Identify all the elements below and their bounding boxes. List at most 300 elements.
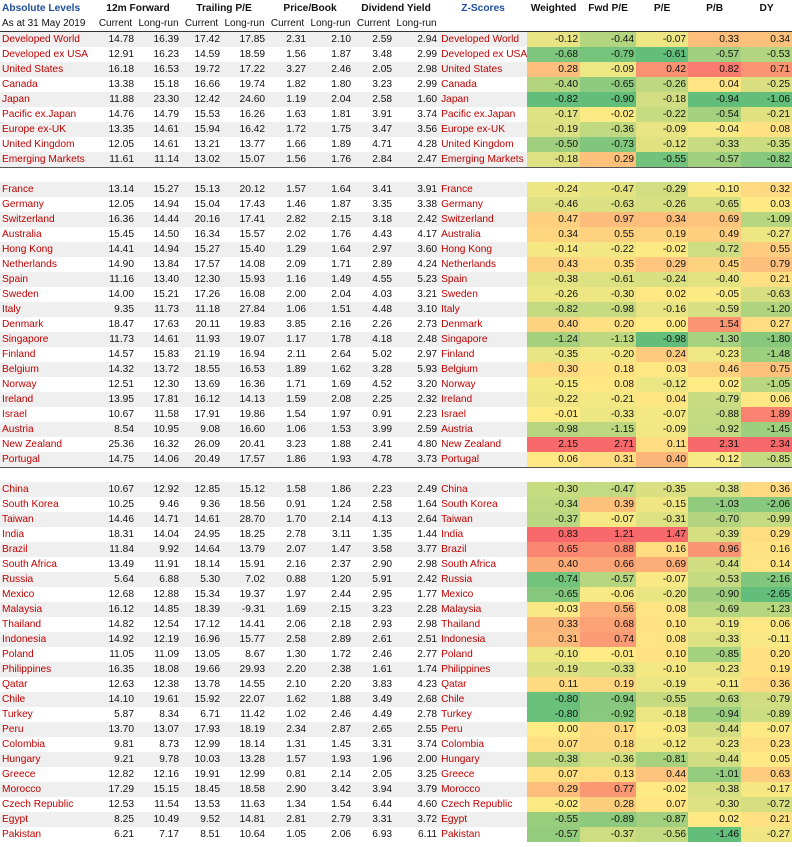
z-score-weighted: 0.34 (527, 227, 580, 242)
value-dy-current: 4.18 (353, 332, 394, 347)
absolute-levels-title: Absolute Levels (2, 2, 81, 14)
z-score-dy: -0.27 (741, 227, 792, 242)
z-score-weighted: 0.65 (527, 542, 580, 557)
z-score-pb: -0.44 (688, 752, 741, 767)
value-pe-longrun: 22.07 (222, 692, 267, 707)
table-row-malaysia (0, 602, 792, 617)
z-score-pb: -0.88 (688, 407, 741, 422)
value-pb-current: 1.58 (267, 482, 308, 497)
z-score-pe: -0.07 (636, 572, 688, 587)
value-fwd-longrun: 16.53 (136, 62, 181, 77)
value-fwd-current: 14.00 (95, 287, 136, 302)
sub-header-current: Current (184, 18, 219, 29)
z-score-pe: -0.12 (636, 377, 688, 392)
z-score-weighted: -0.68 (527, 47, 580, 62)
value-pe-current: 13.78 (181, 677, 222, 692)
value-pb-longrun: 2.18 (308, 617, 353, 632)
z-score-dy: -1.09 (741, 212, 792, 227)
value-pe-current: 19.72 (181, 62, 222, 77)
value-fwd-current: 12.68 (95, 587, 136, 602)
z-score-pe: -0.98 (636, 332, 688, 347)
value-fwd-current: 14.90 (95, 257, 136, 272)
value-pb-current: 0.81 (267, 767, 308, 782)
z-country-label: Canada (439, 77, 527, 92)
z-country-label: India (439, 527, 527, 542)
value-pe-longrun: 16.26 (222, 107, 267, 122)
table-row-mexico (0, 587, 792, 602)
header-row-sub (0, 16, 792, 32)
value-pe-current: 19.91 (181, 767, 222, 782)
country-label: Mexico (0, 587, 95, 602)
table-row-netherlands (0, 257, 792, 272)
table-row-peru (0, 722, 792, 737)
value-dy-longrun: 4.24 (394, 257, 439, 272)
z-country-label: Portugal (439, 452, 527, 468)
value-pb-longrun: 2.46 (308, 62, 353, 77)
value-dy-current: 4.52 (353, 377, 394, 392)
country-label: Emerging Markets (0, 152, 95, 168)
z-score-fwd-pe: 0.18 (580, 737, 636, 752)
value-fwd-longrun: 12.88 (136, 587, 181, 602)
z-score-fwd-pe: -0.92 (580, 707, 636, 722)
z-score-fwd-pe: -1.13 (580, 332, 636, 347)
z-score-weighted: 0.00 (527, 722, 580, 737)
value-dy-longrun: 3.73 (394, 452, 439, 468)
value-pb-current: 1.54 (267, 407, 308, 422)
z-country-label: Emerging Markets (439, 152, 527, 168)
value-pe-longrun: 16.94 (222, 347, 267, 362)
value-pb-current: 0.88 (267, 572, 308, 587)
z-score-fwd-pe: -0.94 (580, 692, 636, 707)
value-pe-longrun: 18.19 (222, 722, 267, 737)
value-pb-current: 1.71 (267, 377, 308, 392)
value-fwd-longrun: 13.40 (136, 272, 181, 287)
value-pe-current: 18.39 (181, 602, 222, 617)
z-score-pb: -0.30 (688, 797, 741, 812)
sub-header-current: Current (98, 18, 133, 29)
value-fwd-current: 12.05 (95, 197, 136, 212)
value-pe-current: 24.95 (181, 527, 222, 542)
table-row-colombia (0, 737, 792, 752)
value-pb-longrun: 1.80 (308, 77, 353, 92)
header-row-groups (0, 0, 792, 16)
value-fwd-current: 14.82 (95, 617, 136, 632)
value-pb-current: 1.66 (267, 137, 308, 152)
value-pb-current: 2.09 (267, 257, 308, 272)
value-fwd-current: 25.36 (95, 437, 136, 452)
z-score-pe: -0.31 (636, 512, 688, 527)
value-pe-current: 15.13 (181, 182, 222, 197)
z-score-pb: -0.23 (688, 662, 741, 677)
value-fwd-longrun: 16.39 (136, 32, 181, 48)
value-dy-current: 2.65 (353, 722, 394, 737)
z-score-pb: -0.59 (688, 302, 741, 317)
z-score-pe: -0.19 (636, 677, 688, 692)
z-score-weighted: -0.80 (527, 707, 580, 722)
value-pb-current: 1.72 (267, 122, 308, 137)
value-fwd-longrun: 17.81 (136, 392, 181, 407)
table-row-germany (0, 197, 792, 212)
z-score-fwd-pe: 0.13 (580, 767, 636, 782)
value-dy-current: 1.35 (353, 527, 394, 542)
z-score-dy: 0.14 (741, 557, 792, 572)
z-score-dy: 0.06 (741, 392, 792, 407)
value-pb-longrun: 2.64 (308, 347, 353, 362)
table-row-hong-kong (0, 242, 792, 257)
value-pb-longrun: 2.08 (308, 392, 353, 407)
z-score-dy: 0.36 (741, 677, 792, 692)
z-score-fwd-pe: 0.88 (580, 542, 636, 557)
value-pe-longrun: 15.57 (222, 227, 267, 242)
value-fwd-current: 12.51 (95, 377, 136, 392)
z-score-pe: -0.09 (636, 122, 688, 137)
z-country-label: Peru (439, 722, 527, 737)
value-fwd-current: 16.18 (95, 62, 136, 77)
value-pb-longrun: 2.10 (308, 32, 353, 48)
table-row-united-states (0, 62, 792, 77)
z-score-dy: 0.21 (741, 272, 792, 287)
z-score-fwd-pe: -0.06 (580, 587, 636, 602)
z-score-pe: 0.11 (636, 437, 688, 452)
z-score-dy: 0.20 (741, 647, 792, 662)
value-pb-longrun: 2.04 (308, 92, 353, 107)
z-header-weighted: Weighted (530, 2, 577, 14)
value-dy-longrun: 2.59 (394, 422, 439, 437)
value-pb-current: 1.89 (267, 362, 308, 377)
value-dy-current: 2.58 (353, 497, 394, 512)
value-fwd-current: 17.29 (95, 782, 136, 797)
table-row-finland (0, 347, 792, 362)
value-pe-current: 13.02 (181, 152, 222, 168)
value-pe-longrun: 20.41 (222, 437, 267, 452)
z-score-weighted: -0.40 (527, 77, 580, 92)
table-row-egypt (0, 812, 792, 827)
z-score-pb: -0.05 (688, 287, 741, 302)
value-fwd-current: 13.14 (95, 182, 136, 197)
table-row-norway (0, 377, 792, 392)
value-pb-current: 2.82 (267, 212, 308, 227)
value-pe-longrun: 11.63 (222, 797, 267, 812)
z-country-label: Switzerland (439, 212, 527, 227)
z-score-pb: 0.46 (688, 362, 741, 377)
z-score-pb: 0.96 (688, 542, 741, 557)
sub-header-current: Current (270, 18, 305, 29)
z-score-fwd-pe: 0.66 (580, 557, 636, 572)
z-score-fwd-pe: -1.15 (580, 422, 636, 437)
value-fwd-current: 13.35 (95, 122, 136, 137)
value-pb-current: 1.56 (267, 47, 308, 62)
value-pb-longrun: 1.53 (308, 422, 353, 437)
value-pb-current: 2.90 (267, 782, 308, 797)
z-score-weighted: -0.35 (527, 347, 580, 362)
country-label: Malaysia (0, 602, 95, 617)
value-pb-longrun: 1.51 (308, 302, 353, 317)
z-score-weighted: -0.38 (527, 752, 580, 767)
value-dy-current: 5.91 (353, 572, 394, 587)
value-pe-current: 18.14 (181, 557, 222, 572)
z-score-weighted: -0.24 (527, 182, 580, 197)
value-fwd-longrun: 8.34 (136, 707, 181, 722)
z-score-pb: -0.38 (688, 782, 741, 797)
value-dy-longrun: 2.99 (394, 47, 439, 62)
z-country-label: Pakistan (439, 827, 527, 842)
sub-header-current: Current (356, 18, 391, 29)
value-dy-longrun: 3.20 (394, 377, 439, 392)
value-pe-longrun: 14.13 (222, 392, 267, 407)
value-dy-current: 2.93 (353, 617, 394, 632)
value-fwd-current: 8.25 (95, 812, 136, 827)
country-label: Japan (0, 92, 95, 107)
value-pb-longrun: 2.44 (308, 587, 353, 602)
country-label: Developed ex USA (0, 47, 95, 62)
country-label: Indonesia (0, 632, 95, 647)
z-score-weighted: -0.82 (527, 92, 580, 107)
value-pb-longrun: 1.93 (308, 752, 353, 767)
z-score-weighted: -0.15 (527, 377, 580, 392)
value-fwd-longrun: 12.30 (136, 377, 181, 392)
z-score-pe: -0.02 (636, 782, 688, 797)
z-score-pe: 0.34 (636, 212, 688, 227)
value-dy-longrun: 3.74 (394, 737, 439, 752)
value-dy-current: 2.95 (353, 587, 394, 602)
value-dy-longrun: 2.32 (394, 392, 439, 407)
value-fwd-current: 9.35 (95, 302, 136, 317)
z-country-label: Mexico (439, 587, 527, 602)
table-row-pakistan (0, 827, 792, 842)
z-score-fwd-pe: 0.68 (580, 617, 636, 632)
table-row-france (0, 182, 792, 197)
value-pe-current: 20.11 (181, 317, 222, 332)
z-score-pb: -1.30 (688, 332, 741, 347)
z-score-pb: 2.31 (688, 437, 741, 452)
z-score-dy: 0.75 (741, 362, 792, 377)
z-score-pb: -0.40 (688, 272, 741, 287)
z-country-label: Italy (439, 302, 527, 317)
z-score-pb: -0.54 (688, 107, 741, 122)
value-pb-longrun: 2.15 (308, 602, 353, 617)
value-pb-longrun: 3.11 (308, 527, 353, 542)
value-pb-longrun: 1.54 (308, 797, 353, 812)
value-pe-longrun: 7.02 (222, 572, 267, 587)
z-score-pb: -0.70 (688, 512, 741, 527)
table-row-qatar (0, 677, 792, 692)
value-pe-current: 15.34 (181, 587, 222, 602)
value-fwd-current: 16.12 (95, 602, 136, 617)
z-country-label: Pacific ex.Japan (439, 107, 527, 122)
z-score-fwd-pe: -0.36 (580, 122, 636, 137)
country-label: Belgium (0, 362, 95, 377)
z-scores-title: Z-Scores (461, 2, 505, 14)
z-score-dy: -1.20 (741, 302, 792, 317)
value-fwd-current: 14.57 (95, 347, 136, 362)
value-dy-current: 2.59 (353, 32, 394, 48)
value-dy-longrun: 2.77 (394, 647, 439, 662)
z-country-label: New Zealand (439, 437, 527, 452)
value-pe-current: 8.51 (181, 827, 222, 842)
value-fwd-longrun: 14.94 (136, 242, 181, 257)
z-score-dy: 0.19 (741, 662, 792, 677)
value-dy-longrun: 3.10 (394, 302, 439, 317)
value-dy-current: 3.41 (353, 182, 394, 197)
value-fwd-current: 6.21 (95, 827, 136, 842)
z-country-label: Hong Kong (439, 242, 527, 257)
value-fwd-current: 13.38 (95, 77, 136, 92)
z-score-weighted: -0.65 (527, 587, 580, 602)
value-fwd-longrun: 15.15 (136, 782, 181, 797)
value-fwd-longrun: 14.04 (136, 527, 181, 542)
value-pb-current: 1.19 (267, 92, 308, 107)
z-score-pb: -1.46 (688, 827, 741, 842)
z-score-pe: -0.10 (636, 662, 688, 677)
table-row-singapore (0, 332, 792, 347)
value-fwd-longrun: 13.07 (136, 722, 181, 737)
value-pe-longrun: 19.74 (222, 77, 267, 92)
z-score-weighted: -0.01 (527, 407, 580, 422)
z-score-pb: -0.04 (688, 122, 741, 137)
z-score-pb: -0.10 (688, 182, 741, 197)
z-score-dy: -0.63 (741, 287, 792, 302)
value-pe-longrun: 12.99 (222, 767, 267, 782)
z-score-dy: -0.79 (741, 692, 792, 707)
section-separator (0, 468, 792, 483)
country-label: Canada (0, 77, 95, 92)
value-pb-current: 1.86 (267, 452, 308, 468)
value-pb-current: 1.34 (267, 797, 308, 812)
value-pe-current: 17.26 (181, 287, 222, 302)
group-header-price-book: Price/Book (283, 2, 337, 14)
value-fwd-longrun: 17.63 (136, 317, 181, 332)
value-dy-current: 2.05 (353, 767, 394, 782)
z-score-weighted: -0.74 (527, 572, 580, 587)
value-pe-current: 26.09 (181, 437, 222, 452)
value-pe-current: 17.91 (181, 407, 222, 422)
country-label: Chile (0, 692, 95, 707)
z-score-fwd-pe: 0.28 (580, 797, 636, 812)
country-label: China (0, 482, 95, 497)
value-fwd-current: 5.64 (95, 572, 136, 587)
country-label: Hungary (0, 752, 95, 767)
value-dy-longrun: 2.51 (394, 632, 439, 647)
value-pb-current: 2.31 (267, 32, 308, 48)
value-pb-longrun: 1.88 (308, 437, 353, 452)
value-dy-longrun: 2.64 (394, 512, 439, 527)
value-dy-longrun: 3.21 (394, 287, 439, 302)
z-score-pb: -0.12 (688, 452, 741, 468)
z-score-pb: -0.19 (688, 617, 741, 632)
value-pe-current: 21.19 (181, 347, 222, 362)
z-score-weighted: -0.82 (527, 302, 580, 317)
z-country-label: South Africa (439, 557, 527, 572)
value-pb-current: 1.97 (267, 587, 308, 602)
z-score-pe: 0.24 (636, 347, 688, 362)
z-score-weighted: 0.40 (527, 557, 580, 572)
value-dy-current: 3.31 (353, 812, 394, 827)
value-pe-current: 15.04 (181, 197, 222, 212)
value-dy-current: 3.28 (353, 362, 394, 377)
z-score-pe: -0.07 (636, 407, 688, 422)
value-fwd-longrun: 15.21 (136, 287, 181, 302)
z-score-fwd-pe: -0.09 (580, 62, 636, 77)
value-pe-longrun: -9.31 (222, 602, 267, 617)
z-score-pe: -0.26 (636, 197, 688, 212)
value-pe-current: 15.53 (181, 107, 222, 122)
z-country-label: Europe ex-UK (439, 122, 527, 137)
value-pb-longrun: 1.20 (308, 572, 353, 587)
value-fwd-current: 11.61 (95, 152, 136, 168)
value-fwd-current: 14.46 (95, 512, 136, 527)
z-score-pe: -0.61 (636, 47, 688, 62)
value-fwd-current: 11.73 (95, 332, 136, 347)
table-row-south-korea (0, 497, 792, 512)
z-score-dy: 0.27 (741, 317, 792, 332)
table-row-brazil (0, 542, 792, 557)
value-dy-current: 5.02 (353, 347, 394, 362)
value-fwd-current: 12.91 (95, 47, 136, 62)
z-score-weighted: -0.30 (527, 482, 580, 497)
value-pe-longrun: 14.81 (222, 812, 267, 827)
z-score-pe: -0.35 (636, 482, 688, 497)
value-pb-longrun: 1.76 (308, 227, 353, 242)
value-pb-current: 1.30 (267, 647, 308, 662)
value-pe-longrun: 15.07 (222, 152, 267, 168)
z-score-pb: 0.49 (688, 227, 741, 242)
z-score-pe: -0.20 (636, 587, 688, 602)
z-score-dy: 0.79 (741, 257, 792, 272)
value-pe-longrun: 17.57 (222, 452, 267, 468)
z-score-pb: -0.33 (688, 137, 741, 152)
value-dy-current: 3.31 (353, 737, 394, 752)
z-score-dy: -0.89 (741, 707, 792, 722)
value-pe-longrun: 27.84 (222, 302, 267, 317)
value-pb-current: 1.31 (267, 737, 308, 752)
value-pe-longrun: 8.67 (222, 647, 267, 662)
country-label: Philippines (0, 662, 95, 677)
value-fwd-current: 12.82 (95, 767, 136, 782)
table-row-developed-ex-usa (0, 47, 792, 62)
z-score-dy: -0.21 (741, 107, 792, 122)
value-dy-current: 4.48 (353, 302, 394, 317)
z-score-weighted: -0.14 (527, 242, 580, 257)
z-score-weighted: -0.03 (527, 602, 580, 617)
value-pe-current: 16.34 (181, 227, 222, 242)
value-fwd-longrun: 13.84 (136, 257, 181, 272)
value-dy-longrun: 3.25 (394, 767, 439, 782)
value-dy-longrun: 2.99 (394, 77, 439, 92)
table-row-south-africa (0, 557, 792, 572)
z-country-label: Thailand (439, 617, 527, 632)
value-pb-longrun: 2.14 (308, 767, 353, 782)
z-score-pe: -0.24 (636, 272, 688, 287)
z-score-dy: 0.05 (741, 752, 792, 767)
value-pb-current: 1.06 (267, 422, 308, 437)
value-pb-current: 2.81 (267, 812, 308, 827)
country-label: Czech Republic (0, 797, 95, 812)
value-pb-current: 2.78 (267, 527, 308, 542)
value-pe-longrun: 13.77 (222, 137, 267, 152)
z-score-fwd-pe: 0.19 (580, 677, 636, 692)
value-dy-current: 4.71 (353, 137, 394, 152)
z-score-fwd-pe: -0.37 (580, 827, 636, 842)
value-pb-longrun: 2.46 (308, 707, 353, 722)
z-score-dy: 0.03 (741, 197, 792, 212)
value-pb-longrun: 1.75 (308, 122, 353, 137)
value-pe-current: 9.52 (181, 812, 222, 827)
z-score-weighted: -0.12 (527, 32, 580, 48)
value-pb-current: 1.06 (267, 302, 308, 317)
table-row-canada (0, 77, 792, 92)
z-score-dy: -2.65 (741, 587, 792, 602)
table-row-china (0, 482, 792, 497)
